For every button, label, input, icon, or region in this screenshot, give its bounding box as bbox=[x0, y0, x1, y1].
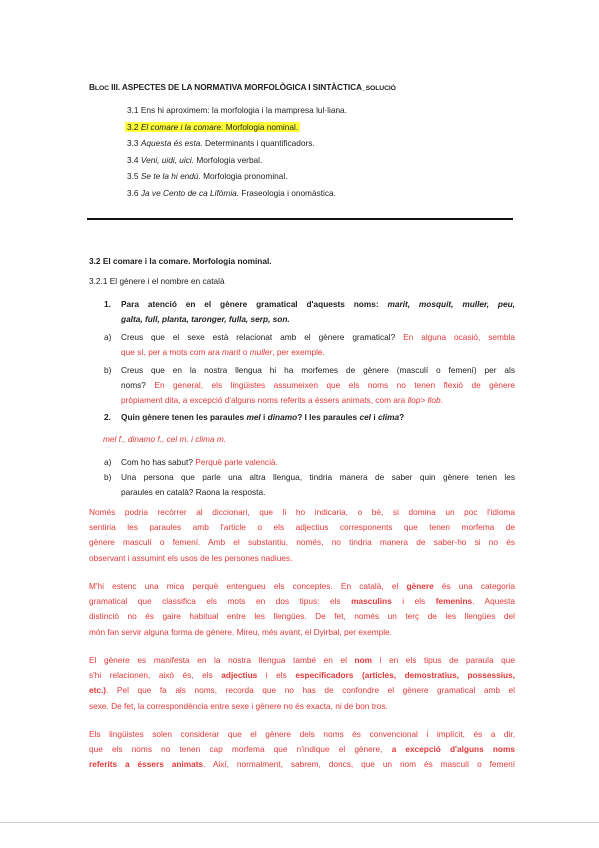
para1-line: observant i assumint els usos de les persones nadiues. bbox=[89, 552, 293, 563]
question-2b-line2: paraules en català? Raona la resposta. bbox=[121, 487, 266, 497]
section-title: 3.2 El comare i la comare. Morfologia nominal. bbox=[89, 256, 272, 266]
section-divider bbox=[87, 218, 513, 220]
para1-line: Només podria recórrer al diccionari, que li ho indicaria, o bé, si domina un poc l'idioma bbox=[89, 507, 515, 517]
para2-bold: gènere bbox=[406, 581, 434, 591]
question-2-part: ? bbox=[399, 412, 405, 422]
question-b-line2 bbox=[121, 378, 515, 393]
para3-line bbox=[89, 668, 515, 683]
question-2-part: Quin gènere tenen les paraules bbox=[121, 412, 245, 422]
para3-line: sexe. De fet, la correspondència entre sexe i gènere no és exacta, ni de bon tros. bbox=[89, 700, 388, 711]
answer-b-start: En general, els lingüistes assumeixen que els noms no tenen flexió de gènere bbox=[154, 380, 516, 390]
header-prefix-cap: B bbox=[89, 82, 95, 92]
answer-paragraph-4 bbox=[89, 727, 515, 773]
toc-title-italic: Aquesta és esta. bbox=[140, 138, 203, 149]
para4-bold: referits a éssers animats bbox=[89, 759, 204, 770]
question-2-word-cel: cel bbox=[359, 412, 371, 422]
toc-title-normal: Determinants i quantificadors. bbox=[204, 138, 315, 149]
para4-text: . Així, normalment, sabrem, doncs, que un nom és masculí o femení bbox=[203, 759, 515, 770]
para1-line: sentiria les paraules amb l'article o els adjectius corresponents que tenen morfema de bbox=[89, 522, 515, 533]
para2-text: . Aquesta bbox=[472, 596, 516, 607]
toc-title-italic: Veni, uidi, uici. bbox=[140, 154, 195, 165]
para2-line bbox=[89, 579, 515, 594]
question-2b-line1: Una persona que parle una altra llengua, tindria manera de saber quin gènere tenen les bbox=[121, 472, 515, 482]
question-1-words-b: galta, full, planta, taronger, fulla, serp, son. bbox=[121, 314, 290, 324]
question-2a-text: Com ho has sabut? bbox=[121, 457, 193, 467]
question-2-word-clima: clima bbox=[377, 412, 400, 422]
para3-text: s'hi relacionen, això és, els bbox=[89, 670, 213, 681]
question-2-part: i bbox=[263, 412, 266, 422]
question-2-part: i bbox=[373, 412, 376, 422]
answer-paragraph-2 bbox=[89, 579, 515, 640]
toc-item-3-2 bbox=[127, 119, 347, 136]
toc-title-italic: Ja ve Cento de ca Lifòmia. bbox=[140, 187, 240, 198]
answer-a-end: , per exemple. bbox=[272, 347, 325, 357]
answer-a-word-marit: marit bbox=[222, 347, 241, 357]
para3-bold: especificadors (articles, demostratius, possessius, bbox=[295, 670, 516, 681]
answer-2a: Perquè parle valencià. bbox=[195, 457, 278, 467]
para1-line: gènere masculí o femení. Amb el substantiu, només, no tindria manera de saber-ho si no és bbox=[89, 537, 515, 548]
para4-line bbox=[89, 742, 515, 757]
para2-text: i els bbox=[402, 596, 426, 607]
question-1-words-a: marit, mosquit, muller, peu, bbox=[387, 299, 515, 309]
answer-b-line3 bbox=[121, 393, 443, 408]
para2-line: distinció no és gaire habitual entre les llengües. De fet, només un terç de les llengües del bbox=[89, 611, 515, 622]
answer-a-word-muller: muller bbox=[249, 347, 273, 357]
para3-line bbox=[89, 653, 515, 668]
header-suffix: _SOLUCIÓ bbox=[361, 85, 396, 92]
para3-text: . Pel que fa als noms, recorda que no has de confondre el gènere gramatical amb el bbox=[106, 685, 515, 696]
question-2-number: 2. bbox=[104, 412, 111, 422]
header-prefix-small: LOC bbox=[94, 85, 109, 92]
toc-item-3-6 bbox=[127, 185, 347, 202]
para4-line bbox=[89, 757, 515, 772]
para3-text: i els bbox=[265, 670, 287, 681]
question-2a-label: a) bbox=[104, 457, 112, 467]
bloc-header bbox=[89, 82, 569, 92]
section-subtitle: 3.2.1 El gènere i el nombre en català bbox=[89, 276, 225, 286]
para4-bold: a excepció d'alguns noms bbox=[391, 744, 515, 755]
question-a-label: a) bbox=[104, 332, 112, 342]
para2-bold: femenins bbox=[435, 596, 473, 607]
answer-paragraph-1 bbox=[89, 505, 515, 566]
answer-paragraph-3 bbox=[89, 653, 515, 714]
para3-text: i en els tipus de paraula que bbox=[379, 655, 515, 665]
header-main: III. ASPECTES DE LA NORMATIVA MORFOLÒGICA I SINTÀCTICA bbox=[108, 82, 362, 92]
question-2a-line bbox=[121, 455, 278, 470]
answer-b-text: pròpiament dita, a excepció d'alguns noms referits a éssers animats, com ara bbox=[121, 395, 406, 405]
toc-item-3-5 bbox=[127, 168, 347, 185]
toc-item-3-3 bbox=[127, 135, 347, 152]
answer-a-line2 bbox=[121, 345, 325, 360]
toc-num: 3.3 bbox=[127, 138, 139, 149]
answer-a-start: En alguna ocasió, sembla bbox=[403, 332, 515, 342]
toc-title-normal: Morfologia nominal. bbox=[225, 121, 299, 132]
para4-line: Els lingüistes solen considerar que el gènere dels noms és convencional i implícit, és a dir, bbox=[89, 729, 515, 739]
toc-title-normal: Morfologia verbal. bbox=[196, 154, 263, 165]
para3-bold: nom bbox=[354, 655, 373, 665]
answer-b-end: . bbox=[440, 395, 443, 405]
para2-line bbox=[89, 594, 515, 609]
question-a-text: Creus que el sexe està relacionat amb el gènere gramatical? bbox=[121, 332, 396, 342]
question-b-label: b) bbox=[104, 365, 112, 375]
toc-title-normal: Ens hi aproximem: la morfologia i la mampresa lul·liana. bbox=[140, 105, 347, 115]
para3-line bbox=[89, 683, 515, 698]
page-bottom-edge bbox=[0, 822, 599, 823]
toc-num: 3.4 bbox=[127, 154, 139, 165]
toc-highlight bbox=[125, 122, 300, 132]
question-b-text: noms? bbox=[121, 380, 146, 390]
question-2-part: ? I les paraules bbox=[297, 412, 358, 422]
answer-b-example: llop> llob bbox=[407, 395, 441, 405]
para2-text: M'hi estenc una mica perquè entengueu els conceptes. En català, el bbox=[89, 581, 399, 591]
question-1-line1 bbox=[121, 297, 515, 312]
para2-text: és una categoria bbox=[441, 581, 516, 591]
toc-item-3-4 bbox=[127, 152, 347, 169]
toc-title-normal: Morfologia pronominal. bbox=[203, 171, 288, 182]
toc-num: 3.6 bbox=[127, 187, 139, 198]
toc-title-italic: Se te la hi endú. bbox=[140, 171, 201, 182]
question-2-word-dinamo: dinamo bbox=[267, 412, 298, 422]
toc-list bbox=[127, 102, 347, 202]
para2-line: món fan servir alguna forma de gènere. Mireu, més avant, el Dyirbal, per exemple. bbox=[89, 626, 392, 637]
toc-num: 3.5 bbox=[127, 171, 139, 182]
toc-item-3-1 bbox=[127, 102, 347, 119]
question-2-answer: mel f., dinamo f., cel m. i clima m. bbox=[103, 434, 227, 444]
question-2b-label: b) bbox=[104, 472, 112, 482]
para3-text: El gènere es manifesta en la nostra llengua també en el bbox=[89, 655, 347, 665]
toc-title-normal: Fraseologia i onomàstica. bbox=[241, 187, 336, 198]
para3-bold: etc.) bbox=[89, 685, 107, 696]
question-2-text bbox=[121, 410, 404, 425]
para2-bold: masculins bbox=[351, 596, 392, 607]
question-a-line1 bbox=[121, 330, 515, 345]
para4-text: que els noms no tenen cap morfema que n'indique el gènere, bbox=[89, 744, 383, 755]
question-1-number: 1. bbox=[104, 299, 111, 309]
question-1-prefix: Para atenció en el gènere gramatical d'aquests noms: bbox=[121, 299, 379, 309]
question-b-line1: Creus que en la nostra llengua hi ha morfemes de gènere (masculí o femení) per als bbox=[121, 365, 515, 375]
toc-title-italic: El comare i la comare. bbox=[140, 121, 224, 132]
para2-text: gramatical que classifica els mots en dos tipus: els bbox=[89, 596, 341, 607]
question-2-word-mel: mel bbox=[246, 412, 261, 422]
toc-num: 3.1 bbox=[127, 105, 139, 115]
answer-a-o: o bbox=[242, 347, 248, 357]
para3-bold: adjectius bbox=[221, 670, 258, 681]
toc-num: 3.2 bbox=[127, 121, 139, 132]
answer-a-text: que sí, per a mots com ara bbox=[121, 347, 220, 357]
